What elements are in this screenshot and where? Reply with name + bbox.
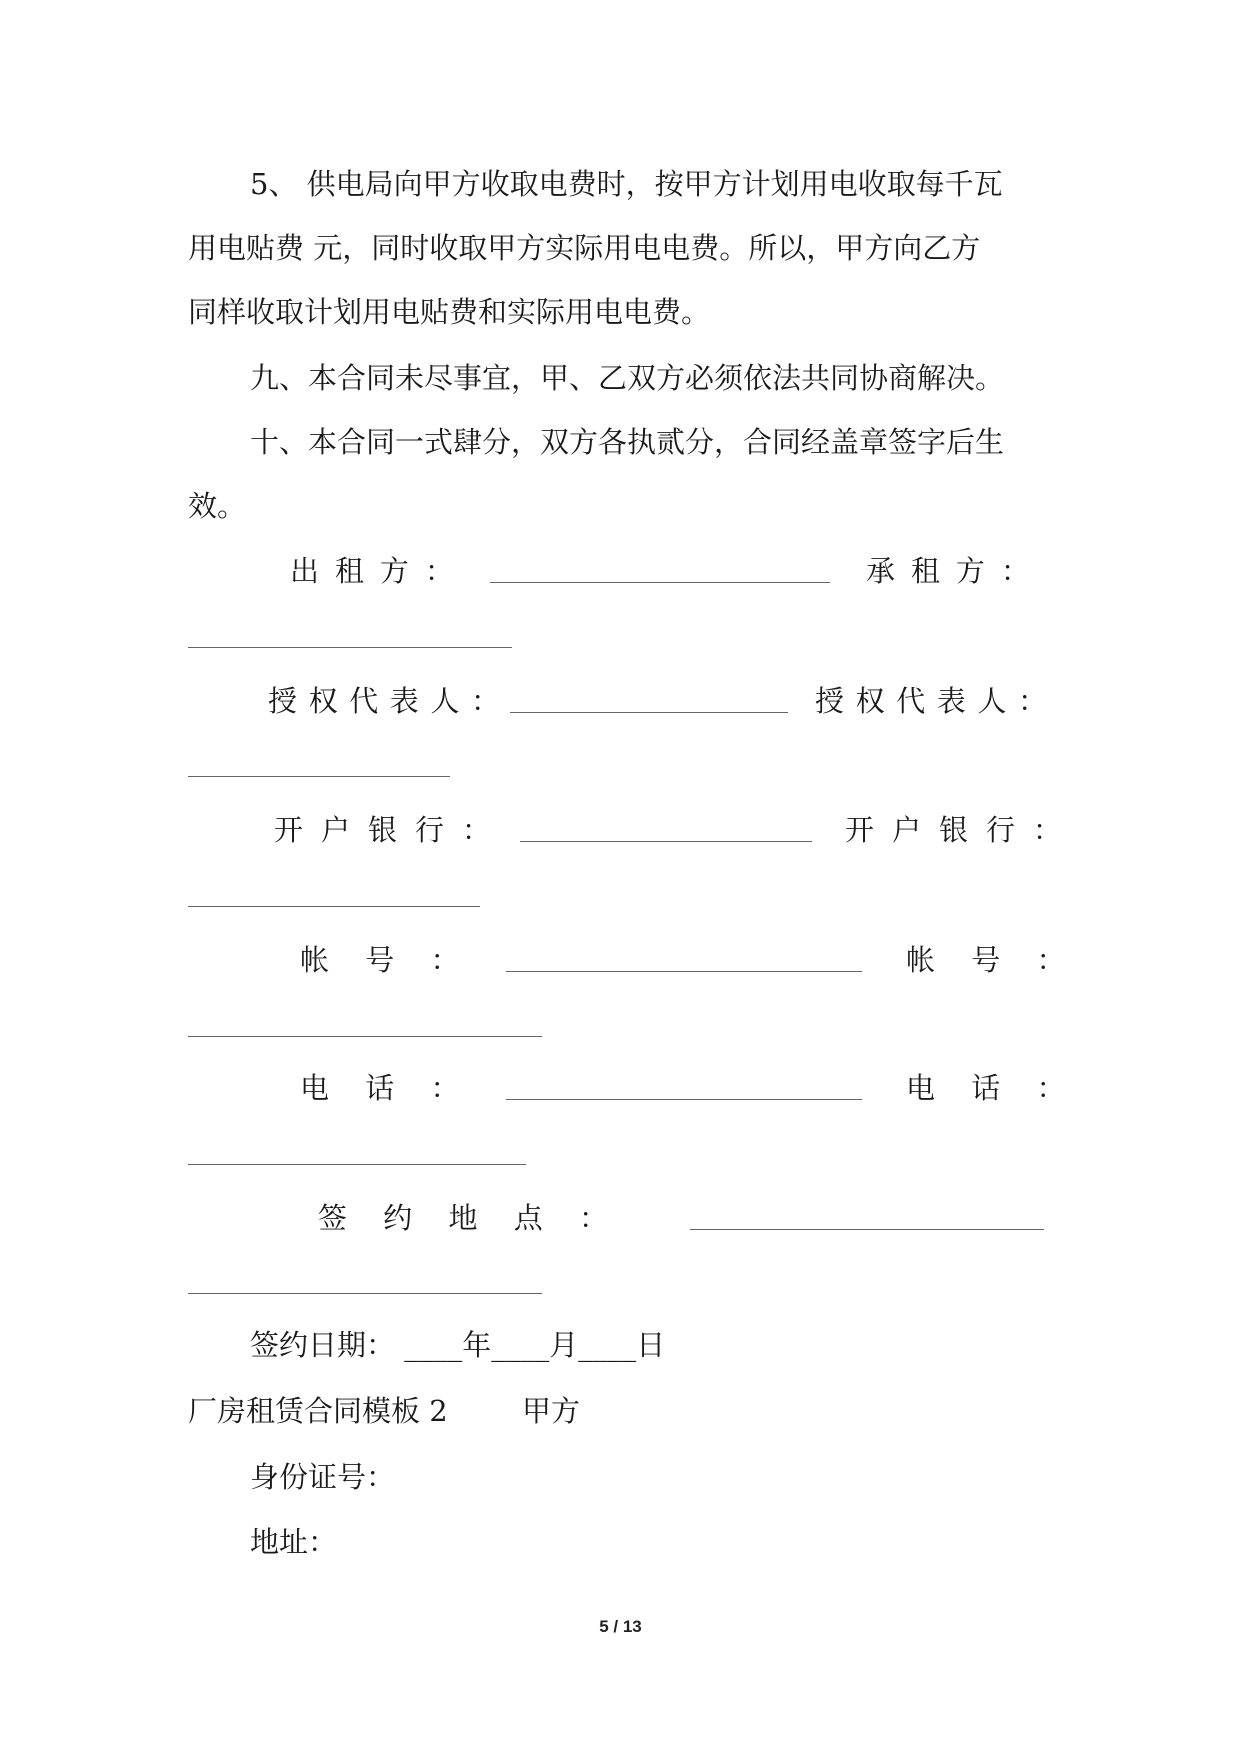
party-a-label: 甲方 xyxy=(522,1394,581,1428)
item5-line2: 用电贴费 元，同时收取甲方实际用电电费。所以，甲方向乙方 xyxy=(188,231,981,265)
rep-blank-b xyxy=(188,776,450,777)
rep-label-a: 授权代表人： xyxy=(268,684,512,718)
item9-text: 九、本合同未尽事宜，甲、乙双方必须依法共同协商解决。 xyxy=(250,361,1005,395)
bank-label-a: 开户银行： xyxy=(274,813,509,847)
item5-line1: 5、 供电局向甲方收取电费时，按甲方计划用电收取每千瓦 xyxy=(250,167,1003,201)
address-label: 地址： xyxy=(250,1525,338,1559)
item10-line2: 效。 xyxy=(188,489,247,523)
phone-label-b: 电话： xyxy=(906,1071,1102,1105)
lessee-label: 承租方： xyxy=(866,554,1046,588)
contract2-title: 厂房租赁合同模板 2 xyxy=(188,1394,448,1428)
rep-label-b: 授权代表人： xyxy=(815,684,1059,718)
account-blank-b xyxy=(188,1036,542,1037)
phone-blank-b xyxy=(188,1164,526,1165)
place-blank-b xyxy=(188,1293,542,1294)
id-number-label: 身份证号： xyxy=(250,1460,396,1494)
phone-blank-a xyxy=(506,1099,862,1100)
item10-line1: 十、本合同一式肆分，双方各执贰分，合同经盖章签字后生 xyxy=(250,425,1005,459)
lessee-blank xyxy=(188,647,512,648)
account-label-b: 帐号： xyxy=(906,943,1102,977)
bank-blank-b xyxy=(188,906,480,907)
place-label: 签约地点： xyxy=(318,1201,645,1235)
item5-line3: 同样收取计划用电贴费和实际用电电费。 xyxy=(188,295,711,329)
account-label-a: 帐号： xyxy=(300,943,496,977)
lessor-blank xyxy=(490,582,830,583)
rep-blank-a xyxy=(510,712,788,713)
page-number: 5 / 13 xyxy=(599,1617,642,1636)
signing-date: 签约日期： ____年____月____日 xyxy=(250,1328,666,1362)
phone-label-a: 电话： xyxy=(300,1071,496,1105)
place-blank-a xyxy=(690,1229,1044,1230)
bank-blank-a xyxy=(520,841,812,842)
lessor-label: 出租方： xyxy=(290,554,470,588)
bank-label-b: 开户银行： xyxy=(845,813,1080,847)
account-blank-a xyxy=(506,971,862,972)
